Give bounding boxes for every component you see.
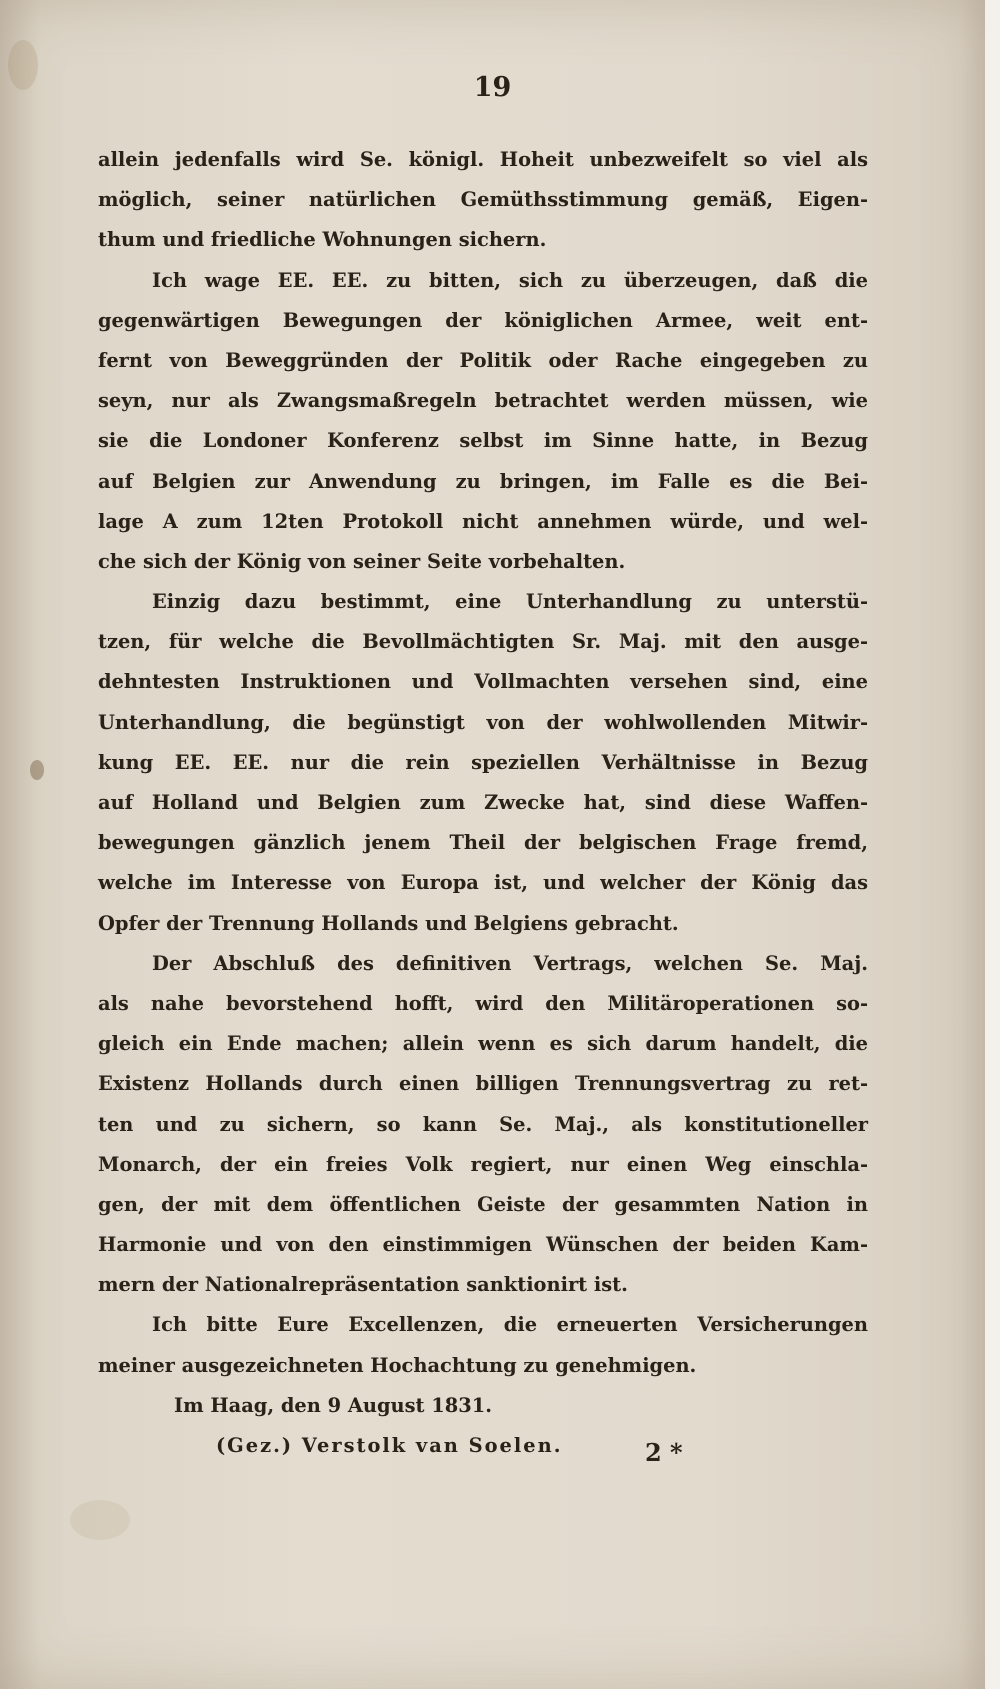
text-line: Der Abschluß des definitiven Vertrags, welchen Se. Maj. — [152, 951, 868, 975]
page-edge — [985, 0, 1000, 1689]
text-line: Ich bitte Eure Excellenzen, die erneuerten Versicherungen — [152, 1313, 868, 1337]
text-block — [98, 140, 868, 1466]
text-line: meiner ausgezeichneten Hochachtung zu genehmigen. — [98, 1353, 697, 1377]
text-line: Ich wage EE. EE. zu bitten, sich zu überzeugen, daß die — [152, 268, 868, 292]
signature-mark: 2 * — [645, 1438, 683, 1467]
text-line: Opfer der Trennung Hollands und Belgiens gebracht. — [98, 911, 679, 935]
text-line: welche im Interesse von Europa ist, und welcher der König das — [98, 871, 868, 895]
signature-line: (Gez.) Verstolk van Soelen. — [216, 1434, 563, 1457]
page-number: 19 — [473, 72, 512, 103]
text-line: Unterhandlung, die begünstigt von der wohlwollenden Mitwir- — [98, 710, 868, 734]
ink-spot — [30, 760, 44, 780]
text-line: dehntesten Instruktionen und Vollmachten versehen sind, eine — [98, 670, 868, 694]
text-line: als nahe bevorstehend hofft, wird den Militäroperationen so- — [98, 991, 868, 1015]
paper-stain — [70, 1500, 130, 1540]
text-line: Einzig dazu bestimmt, eine Unterhandlung zu unterstü- — [152, 590, 868, 614]
text-line: gen, der mit dem öffentlichen Geiste der gesammten Nation in — [98, 1192, 868, 1216]
text-line: Existenz Hollands durch einen billigen Trennungsvertrag zu ret- — [98, 1072, 868, 1096]
text-line: ten und zu sichern, so kann Se. Maj., als konstitutioneller — [98, 1112, 868, 1136]
date-line: Im Haag, den 9 August 1831. — [174, 1393, 492, 1417]
text-line: fernt von Beweggründen der Politik oder Rache eingegeben zu — [98, 348, 868, 372]
text-line: seyn, nur als Zwangsmaßregeln betrachtet werden müssen, wie — [98, 389, 868, 413]
text-line: lage A zum 12ten Protokoll nicht annehmen würde, und wel- — [98, 509, 868, 533]
text-line: tzen, für welche die Bevollmächtigten Sr. Maj. mit den ausge- — [98, 630, 868, 654]
text-line: gegenwärtigen Bewegungen der königlichen Armee, weit ent- — [98, 308, 868, 332]
text-line: kung EE. EE. nur die rein speziellen Verhältnisse in Bezug — [98, 750, 868, 774]
text-line: Monarch, der ein freies Volk regiert, nur einen Weg einschla- — [98, 1152, 868, 1176]
text-line: allein jedenfalls wird Se. königl. Hoheit unbezweifelt so viel als — [98, 148, 868, 171]
text-line: Harmonie und von den einstimmigen Wünschen der beiden Kam- — [98, 1233, 868, 1257]
text-line: gleich ein Ende machen; allein wenn es sich darum handelt, die — [98, 1032, 868, 1056]
text-line: sie die Londoner Konferenz selbst im Sinne hatte, in Bezug — [98, 429, 868, 453]
text-line: che sich der König von seiner Seite vorbehalten. — [98, 549, 626, 573]
text-line: thum und friedliche Wohnungen sichern. — [98, 228, 547, 252]
text-line: mern der Nationalrepräsentation sanktionirt ist. — [98, 1273, 628, 1297]
text-line: bewegungen gänzlich jenem Theil der belgischen Frage fremd, — [98, 831, 868, 855]
text-line: auf Holland und Belgien zum Zwecke hat, sind diese Waffen- — [98, 791, 868, 814]
text-line: auf Belgien zur Anwendung zu bringen, im Falle es die Bei- — [98, 469, 868, 493]
text-line: möglich, seiner natürlichen Gemüthsstimmung gemäß, Eigen- — [98, 188, 868, 212]
